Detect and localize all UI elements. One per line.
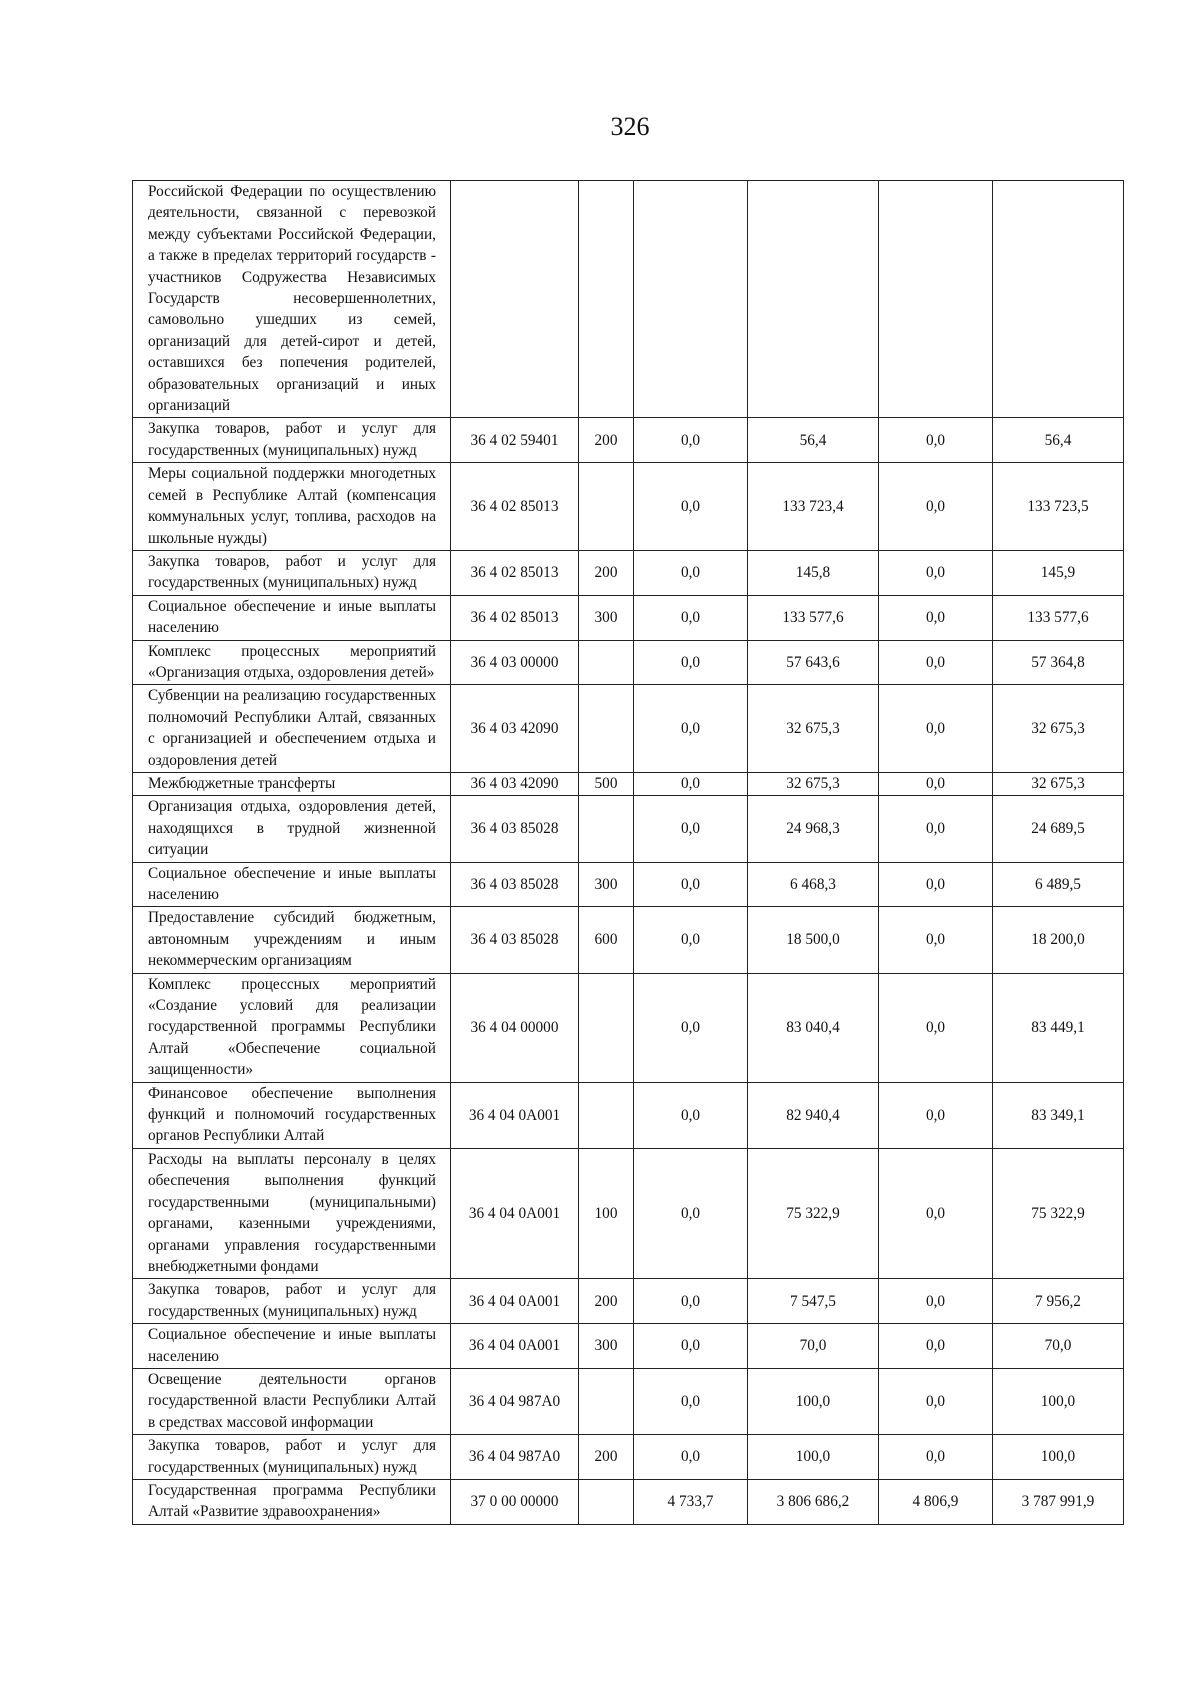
- row-target-code: 36 4 04 987А0: [451, 1435, 579, 1480]
- row-value-2: 75 322,9: [748, 1148, 879, 1278]
- table-row: [133, 1324, 1124, 1369]
- row-value-3: 0,0: [879, 1435, 993, 1480]
- row-value-3: 0,0: [879, 862, 993, 907]
- row-value-3: 0,0: [879, 418, 993, 463]
- row-target-code: 36 4 03 42090: [451, 772, 579, 795]
- row-expense-type: [579, 640, 634, 685]
- row-value-1: 0,0: [634, 796, 748, 862]
- row-value-4: 70,0: [993, 1324, 1124, 1369]
- row-expense-type: [579, 685, 634, 773]
- row-expense-type: 500: [579, 772, 634, 795]
- row-target-code: 36 4 03 85028: [451, 862, 579, 907]
- row-value-2: 24 968,3: [748, 796, 879, 862]
- row-target-code: 36 4 02 85013: [451, 463, 579, 551]
- row-description: Социальное обеспечение и иные выплаты населению: [133, 862, 451, 907]
- row-value-2: [748, 181, 879, 418]
- row-value-2: 32 675,3: [748, 685, 879, 773]
- row-value-1: 0,0: [634, 1435, 748, 1480]
- table-row: [133, 181, 1124, 418]
- row-target-code: 36 4 04 987А0: [451, 1368, 579, 1434]
- table-row: [133, 463, 1124, 551]
- row-value-1: 0,0: [634, 550, 748, 595]
- row-target-code: 36 4 04 0А001: [451, 1082, 579, 1148]
- row-value-3: 0,0: [879, 1082, 993, 1148]
- row-expense-type: [579, 796, 634, 862]
- row-value-4: 3 787 991,9: [993, 1479, 1124, 1524]
- row-description: Социальное обеспечение и иные выплаты населению: [133, 595, 451, 640]
- table-row: [133, 550, 1124, 595]
- row-target-code: 36 4 04 0А001: [451, 1279, 579, 1324]
- table-row: [133, 1082, 1124, 1148]
- table-row: [133, 1479, 1124, 1524]
- table-row: [133, 1368, 1124, 1434]
- table-row: [133, 595, 1124, 640]
- row-value-4: 133 723,5: [993, 463, 1124, 551]
- row-expense-type: 200: [579, 1279, 634, 1324]
- table-row: [133, 973, 1124, 1082]
- row-expense-type: [579, 1368, 634, 1434]
- table-row: [133, 1279, 1124, 1324]
- row-value-4: [993, 181, 1124, 418]
- row-value-1: 0,0: [634, 907, 748, 973]
- row-description: Российской Федерации по осуществлению деятельности, связанной с перевозкой между субъектами Российской Федерации, а также в пределах территорий государств - участников Содружества Независимых Государств несовершеннолетних, самовольно ушедших из семей, организаций для детей-сирот и детей, оставшихся без попечения родителей, образовательных организаций и иных организаций: [133, 181, 451, 418]
- row-description: Межбюджетные трансферты: [133, 772, 451, 795]
- row-value-4: 7 956,2: [993, 1279, 1124, 1324]
- row-value-4: 145,9: [993, 550, 1124, 595]
- row-value-3: 0,0: [879, 1324, 993, 1369]
- page-number: 326: [610, 112, 650, 141]
- row-description: Социальное обеспечение и иные выплаты населению: [133, 1324, 451, 1369]
- row-value-1: 0,0: [634, 595, 748, 640]
- row-value-2: 6 468,3: [748, 862, 879, 907]
- row-value-3: 0,0: [879, 1368, 993, 1434]
- row-value-3: 0,0: [879, 550, 993, 595]
- row-description: Закупка товаров, работ и услуг для государственных (муниципальных) нужд: [133, 1435, 451, 1480]
- row-description: Закупка товаров, работ и услуг для государственных (муниципальных) нужд: [133, 1279, 451, 1324]
- row-value-2: 3 806 686,2: [748, 1479, 879, 1524]
- budget-table: [132, 180, 1124, 1525]
- row-target-code: 36 4 03 00000: [451, 640, 579, 685]
- row-value-2: 57 643,6: [748, 640, 879, 685]
- row-value-4: 57 364,8: [993, 640, 1124, 685]
- row-value-2: 145,8: [748, 550, 879, 595]
- table-row: [133, 862, 1124, 907]
- row-value-2: 70,0: [748, 1324, 879, 1369]
- row-value-1: 0,0: [634, 1324, 748, 1369]
- row-value-4: 32 675,3: [993, 685, 1124, 773]
- row-value-2: 7 547,5: [748, 1279, 879, 1324]
- table-row: [133, 907, 1124, 973]
- row-target-code: 36 4 04 00000: [451, 973, 579, 1082]
- row-value-4: 32 675,3: [993, 772, 1124, 795]
- row-expense-type: 200: [579, 1435, 634, 1480]
- row-value-2: 56,4: [748, 418, 879, 463]
- row-description: Организация отдыха, оздоровления детей, находящихся в трудной жизненной ситуации: [133, 796, 451, 862]
- row-target-code: 36 4 03 42090: [451, 685, 579, 773]
- row-expense-type: 600: [579, 907, 634, 973]
- row-value-2: 100,0: [748, 1368, 879, 1434]
- row-target-code: 36 4 03 85028: [451, 907, 579, 973]
- row-value-4: 18 200,0: [993, 907, 1124, 973]
- row-value-2: 32 675,3: [748, 772, 879, 795]
- row-description: Освещение деятельности органов государственной власти Республики Алтай в средствах массовой информации: [133, 1368, 451, 1434]
- row-value-1: 0,0: [634, 640, 748, 685]
- row-value-3: 0,0: [879, 685, 993, 773]
- row-description: Субвенции на реализацию государственных полномочий Республики Алтай, связанных с организацией и обеспечением отдыха и оздоровления детей: [133, 685, 451, 773]
- table-row: [133, 418, 1124, 463]
- row-expense-type: 300: [579, 1324, 634, 1369]
- row-expense-type: 100: [579, 1148, 634, 1278]
- row-expense-type: [579, 1082, 634, 1148]
- row-value-4: 75 322,9: [993, 1148, 1124, 1278]
- row-description: Закупка товаров, работ и услуг для государственных (муниципальных) нужд: [133, 418, 451, 463]
- row-expense-type: 200: [579, 550, 634, 595]
- row-expense-type: [579, 973, 634, 1082]
- table-row: [133, 772, 1124, 795]
- row-description: Финансовое обеспечение выполнения функций и полномочий государственных органов Республики Алтай: [133, 1082, 451, 1148]
- table-row: [133, 796, 1124, 862]
- budget-table-body: [133, 181, 1124, 1525]
- row-value-2: 133 577,6: [748, 595, 879, 640]
- row-value-1: [634, 181, 748, 418]
- table-row: [133, 1148, 1124, 1278]
- row-value-3: 0,0: [879, 640, 993, 685]
- row-value-3: [879, 181, 993, 418]
- row-expense-type: [579, 181, 634, 418]
- row-value-1: 0,0: [634, 418, 748, 463]
- row-value-2: 83 040,4: [748, 973, 879, 1082]
- row-value-3: 0,0: [879, 463, 993, 551]
- row-expense-type: 200: [579, 418, 634, 463]
- row-value-4: 83 349,1: [993, 1082, 1124, 1148]
- row-value-3: 4 806,9: [879, 1479, 993, 1524]
- table-row: [133, 640, 1124, 685]
- row-value-2: 82 940,4: [748, 1082, 879, 1148]
- row-description: Расходы на выплаты персоналу в целях обеспечения выполнения функций государственными (муниципальными) органами, казенными учреждениями, органами управления государственными внебюджетными фондами: [133, 1148, 451, 1278]
- row-value-4: 83 449,1: [993, 973, 1124, 1082]
- row-value-3: 0,0: [879, 907, 993, 973]
- row-description: Комплекс процессных мероприятий «Организация отдыха, оздоровления детей»: [133, 640, 451, 685]
- row-value-1: 0,0: [634, 862, 748, 907]
- row-target-code: 36 4 02 85013: [451, 550, 579, 595]
- row-target-code: 36 4 04 0А001: [451, 1324, 579, 1369]
- row-value-3: 0,0: [879, 772, 993, 795]
- row-value-3: 0,0: [879, 973, 993, 1082]
- row-value-4: 100,0: [993, 1368, 1124, 1434]
- row-value-3: 0,0: [879, 1279, 993, 1324]
- row-value-1: 0,0: [634, 463, 748, 551]
- row-value-4: 133 577,6: [993, 595, 1124, 640]
- row-value-1: 0,0: [634, 973, 748, 1082]
- row-target-code: [451, 181, 579, 418]
- row-value-1: 0,0: [634, 1082, 748, 1148]
- row-value-1: 4 733,7: [634, 1479, 748, 1524]
- row-description: Предоставление субсидий бюджетным, автономным учреждениям и иным некоммерческим организациям: [133, 907, 451, 973]
- table-row: [133, 685, 1124, 773]
- row-value-2: 133 723,4: [748, 463, 879, 551]
- row-description: Закупка товаров, работ и услуг для государственных (муниципальных) нужд: [133, 550, 451, 595]
- row-value-1: 0,0: [634, 1368, 748, 1434]
- row-value-2: 18 500,0: [748, 907, 879, 973]
- row-target-code: 36 4 02 59401: [451, 418, 579, 463]
- row-description: Комплекс процессных мероприятий «Создание условий для реализации государственной программы Республики Алтай «Обеспечение социальной защищенности»: [133, 973, 451, 1082]
- row-value-4: 6 489,5: [993, 862, 1124, 907]
- row-value-3: 0,0: [879, 595, 993, 640]
- row-target-code: 36 4 03 85028: [451, 796, 579, 862]
- row-value-4: 24 689,5: [993, 796, 1124, 862]
- row-value-4: 100,0: [993, 1435, 1124, 1480]
- row-target-code: 37 0 00 00000: [451, 1479, 579, 1524]
- table-row: [133, 1435, 1124, 1480]
- row-expense-type: [579, 1479, 634, 1524]
- row-value-1: 0,0: [634, 1279, 748, 1324]
- row-value-1: 0,0: [634, 772, 748, 795]
- row-value-1: 0,0: [634, 1148, 748, 1278]
- row-value-1: 0,0: [634, 685, 748, 773]
- row-description: Меры социальной поддержки многодетных семей в Республике Алтай (компенсация коммунальных услуг, топлива, расходов на школьные нужды): [133, 463, 451, 551]
- row-target-code: 36 4 04 0А001: [451, 1148, 579, 1278]
- row-target-code: 36 4 02 85013: [451, 595, 579, 640]
- row-value-4: 56,4: [993, 418, 1124, 463]
- row-expense-type: [579, 463, 634, 551]
- row-expense-type: 300: [579, 595, 634, 640]
- row-value-3: 0,0: [879, 1148, 993, 1278]
- row-value-3: 0,0: [879, 796, 993, 862]
- row-expense-type: 300: [579, 862, 634, 907]
- row-description: Государственная программа Республики Алтай «Развитие здравоохранения»: [133, 1479, 451, 1524]
- row-value-2: 100,0: [748, 1435, 879, 1480]
